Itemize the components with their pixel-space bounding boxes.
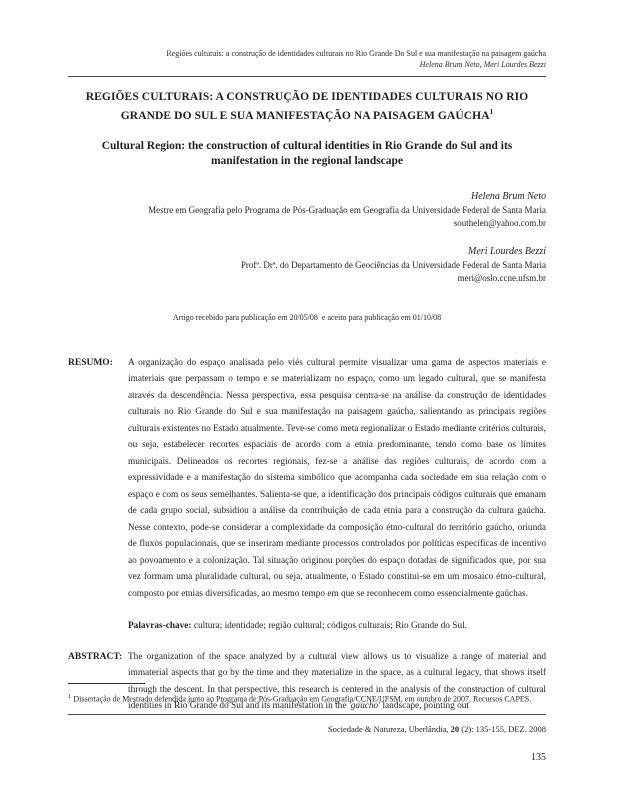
journal-citation <box>68 723 546 735</box>
title-footnote-mark: 1 <box>489 108 494 116</box>
journal-citation-prefix: Sociedade & Natureza, Uberlândia, <box>327 723 451 734</box>
running-head-title: Regiões culturais: a construção de identidades culturais no Rio Grande Do Sul e sua manifestação na paisagem gaúcha <box>166 49 546 58</box>
footnote-divider <box>68 683 145 684</box>
author-1-email: southelen@yahoo.com.br <box>453 217 546 228</box>
keywords-text: cultura; identidade; região cultural; códigos culturais; Rio Grande do Sul. <box>193 621 467 632</box>
keywords-label: Palavras-chave: <box>128 621 192 632</box>
footnote-text: Dissertação de Mestrado defendida junto ao Programa de Pós-Graduação em Geografia/CCNE/UFSM, em outubro de 2007, Recursos CAPES. <box>73 694 532 704</box>
author-block-2 <box>68 245 546 285</box>
header-divider <box>68 76 546 77</box>
footer-divider <box>68 714 546 715</box>
running-head <box>68 48 546 70</box>
page-bottom-area <box>68 683 546 764</box>
resumo-label: RESUMO: <box>68 357 113 368</box>
article-title-pt-text: REGIÕES CULTURAIS: A CONSTRUÇÃO DE IDENTIDADES CULTURAIS NO RIO GRANDE DO SUL E SUA MANIFESTAÇÃO NA PAISAGEM GAÚCHA <box>85 91 529 122</box>
page-number: 135 <box>531 751 546 763</box>
footnote <box>68 691 546 705</box>
running-head-authors: Helena Brum Neto, Meri Lourdes Bezzi <box>419 60 546 69</box>
article-title-en: Cultural Region: the construction of cultural identities in Rio Grande do Sul and its manifestation in the regional landscape <box>101 139 513 167</box>
abstract-italic-term: 'gaúcho' <box>348 701 381 712</box>
abstract-text-end: landscape, pointing out <box>382 701 469 712</box>
author-1-affiliation: Mestre em Geografia pelo Programa de Pós-Graduação em Geografia da Universidade Federal de Santa Maria <box>148 204 546 215</box>
author-2-name: Meri Lourdes Bezzi <box>468 245 546 257</box>
resumo-paragraph: A organização do espaço analisada pelo viés cultural permite visualizar uma gama de aspectos materiais e imateriais que perpassam o tempo e se materializam no espaço, como um legado cultural, que se manifesta através da descendência. Nessa perspectiva, essa pesquisa centra-se na análise da construção de identidades culturais no Rio Grande do Sul e sua manifestação na paisagem gaúcha, salientando as principais regiões culturais existentes no Estado atualmente. Teve-se como meta regionalizar o Estado mediante critérios culturais, ou seja, estabelecer recortes espaciais de acordo com a etnia predominante, tendo como base os limites municipais. Delineados os recortes regionais, fez-se a análise das regiões culturais, de acordo com a expressividade e a manifestação do sistema simbólico que acompanha cada sociedade em sua relação com o espaço e com os seus semelhantes. Salienta-se que, a identificação dos principais códigos culturais que emanam de cada grupo social, subsidiou a análise da contribuição de cada etnia para a construção da cultura gaúcha. Nesse contexto, pode-se considerar a complexidade da composição étno-cultural do território gaúcho, oriunda de fluxos populacionais, que se inseriram mediante processos controlados por políticas específicas de incentivo ao povoamento e a colonização. Tal situação originou porções do espaço dotadas de significados que, por sua vez formam uma pluralidade cultural, ou seja, atualmente, o Estado constitui-se em um mosaico étno-cultural, composto por etnias diversificadas, ao mesmo tempo em que se reconhecem como essencialmente gaúchas. <box>128 357 546 599</box>
author-2-email: meri@oslo.ccne.ufsm.br <box>457 272 546 283</box>
abstract-label: ABSTRACT: <box>68 651 123 662</box>
abstract-text-start: The organization of the space analyzed by a cultural view allows us to visualize a range of material and immaterial aspects that go by the time and they materialize in the space, as a cultural legacy, that shows itself through the descent. In that perspective, this research is centered in the analysis of the construction of cultural identities in Rio Grande do Sul and its manifestation in the <box>128 651 546 712</box>
resumo-section <box>68 355 546 635</box>
author-1-name: Helena Brum Neto <box>471 190 546 202</box>
footnote-mark: 1 <box>68 693 72 700</box>
author-block-1 <box>68 190 546 230</box>
received-accepted-note: Artigo recebido para publicação em 20/05/08 e aceito para publicação em 01/10/08 <box>172 312 442 322</box>
resumo-body <box>128 355 546 635</box>
journal-volume: 20 <box>450 723 460 734</box>
author-2-affiliation: Profª. Drª. do Departamento de Geociências da Universidade Federal de Santa Maria <box>240 259 546 270</box>
journal-citation-suffix: (2): 135-155, DEZ. 2008 <box>459 723 546 734</box>
article-title-pt <box>68 90 546 124</box>
keywords-line <box>128 618 546 635</box>
